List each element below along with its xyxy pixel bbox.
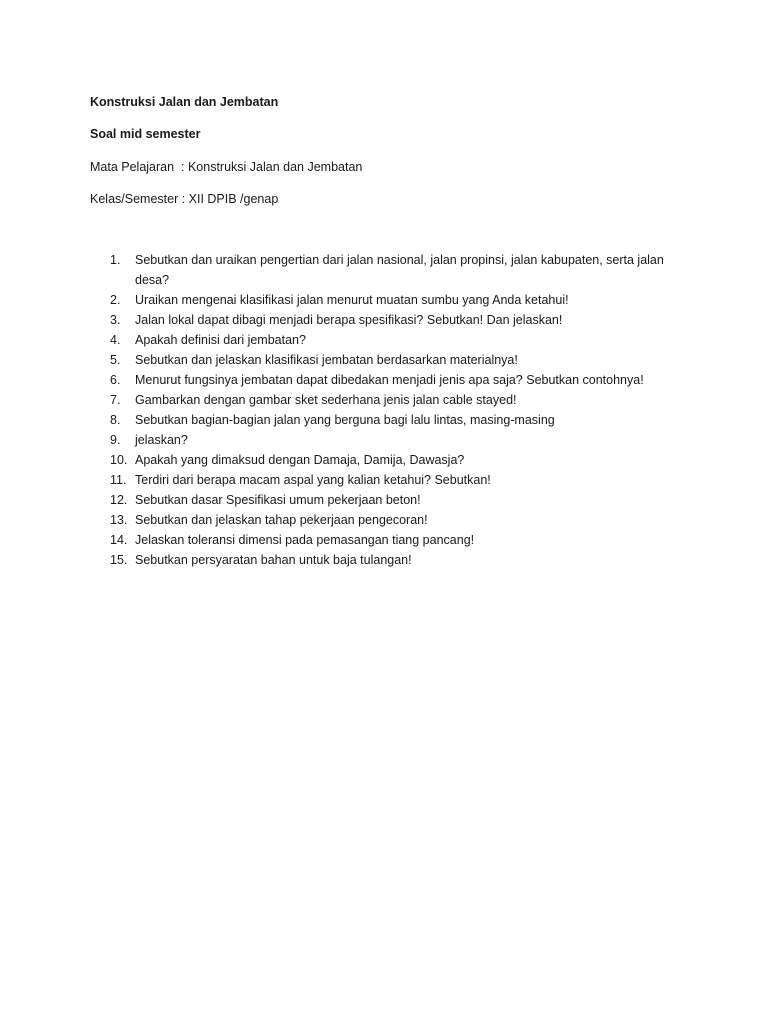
document-subtitle: Soal mid semester — [90, 127, 201, 141]
question-number: 14. — [110, 533, 128, 547]
question-number: 7. — [110, 393, 121, 407]
question-number: 8. — [110, 413, 121, 427]
question-number: 1. — [110, 253, 121, 267]
question-number: 3. — [110, 313, 121, 327]
question-text: Apakah yang dimaksud dengan Damaja, Damija, Dawasja? — [135, 453, 465, 467]
document-body — [90, 94, 690, 570]
document-title: Konstruksi Jalan dan Jembatan — [90, 95, 279, 109]
question-text: Sebutkan dan jelaskan tahap pekerjaan pengecoran! — [135, 513, 428, 527]
question-item — [90, 390, 690, 410]
question-text: Terdiri dari berapa macam aspal yang kalian ketahui? Sebutkan! — [135, 473, 491, 487]
question-item — [90, 410, 690, 430]
question-text: Sebutkan dasar Spesifikasi umum pekerjaan beton! — [135, 493, 421, 507]
question-number: 2. — [110, 293, 121, 307]
question-number: 13. — [110, 513, 128, 527]
question-number: 4. — [110, 333, 121, 347]
question-text: Uraikan mengenai klasifikasi jalan menurut muatan sumbu yang Anda ketahui! — [135, 293, 569, 307]
question-item — [90, 330, 690, 350]
class-line: Kelas/Semester : XII DPIB /genap — [90, 192, 279, 206]
question-item — [90, 450, 690, 470]
question-text: Menurut fungsinya jembatan dapat dibedakan menjadi jenis apa saja? Sebutkan contohnya! — [135, 373, 644, 387]
question-item — [90, 350, 690, 370]
question-text: Sebutkan dan jelaskan klasifikasi jembatan berdasarkan materialnya! — [135, 353, 518, 367]
question-item — [90, 290, 690, 310]
question-item — [90, 470, 690, 490]
question-item — [90, 430, 690, 450]
question-number: 9. — [110, 433, 121, 447]
question-text: Sebutkan dan uraikan pengertian dari jalan nasional, jalan propinsi, jalan kabupaten, serta jalan desa? — [135, 253, 664, 287]
question-text: jelaskan? — [135, 433, 188, 447]
question-number: 5. — [110, 353, 121, 367]
question-number: 10. — [110, 453, 128, 467]
question-text: Sebutkan persyaratan bahan untuk baja tulangan! — [135, 553, 412, 567]
question-item — [90, 490, 690, 510]
question-item — [90, 530, 690, 550]
question-item — [90, 310, 690, 330]
question-text: Jelaskan toleransi dimensi pada pemasangan tiang pancang! — [135, 533, 475, 547]
question-item — [90, 510, 690, 530]
question-item — [90, 250, 690, 290]
question-number: 11. — [110, 473, 127, 487]
question-list — [90, 250, 690, 570]
question-number: 15. — [110, 553, 128, 567]
question-text: Apakah definisi dari jembatan? — [135, 333, 306, 347]
question-item — [90, 370, 690, 390]
question-text: Sebutkan bagian-bagian jalan yang berguna bagi lalu lintas, masing-masing — [135, 413, 555, 427]
question-item — [90, 550, 690, 570]
subject-line: Mata Pelajaran : Konstruksi Jalan dan Jembatan — [90, 160, 363, 174]
question-number: 12. — [110, 493, 128, 507]
question-text: Gambarkan dengan gambar sket sederhana jenis jalan cable stayed! — [135, 393, 517, 407]
question-number: 6. — [110, 373, 121, 387]
question-text: Jalan lokal dapat dibagi menjadi berapa spesifikasi? Sebutkan! Dan jelaskan! — [135, 313, 563, 327]
